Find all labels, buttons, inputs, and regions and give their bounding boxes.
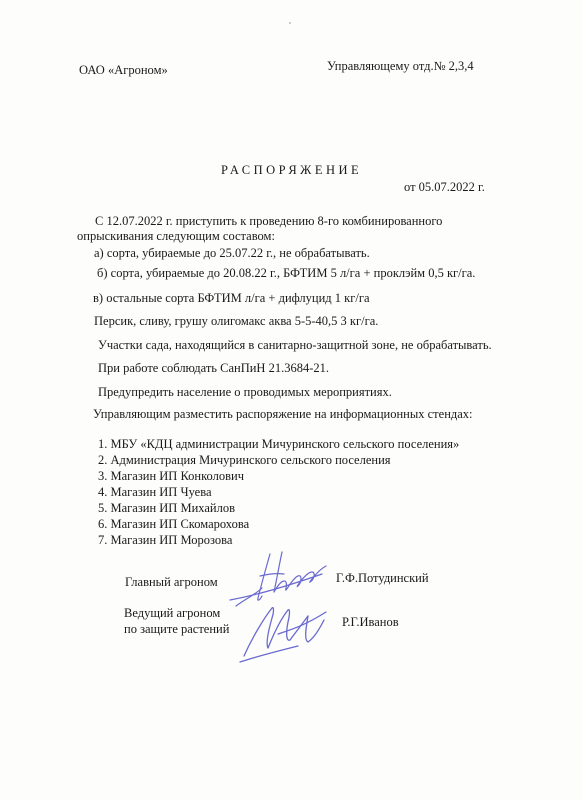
lead-agronomist-title-2: по защите растений — [124, 622, 230, 636]
intro-line-2: опрыскивания следующим составом: — [77, 229, 275, 243]
warn-line: Предупредить население о проводимых мероприятиях. — [98, 385, 392, 399]
sanpin-line: При работе соблюдать СанПиН 21.3684-21. — [98, 361, 329, 375]
addressee: Управляющему отд.№ 2,3,4 — [327, 59, 474, 73]
item-b: б) сорта, убираемые до 20.08.22 г., БФТИМ 5 л/га + проклэйм 0,5 кг/га. — [97, 266, 476, 280]
item-c: в) остальные сорта БФТИМ л/га + дифлуцид 1 кг/га — [93, 291, 370, 305]
managers-line: Управляющим разместить распоряжение на информационных стендах: — [93, 407, 473, 421]
organization-name: ОАО «Агроном» — [79, 63, 168, 77]
stand-item: 5. Магазин ИП Михайлов — [98, 501, 235, 515]
stand-item: 4. Магазин ИП Чуева — [98, 485, 212, 499]
stand-item: 2. Администрация Мичуринского сельского поселения — [98, 453, 391, 467]
stand-item: 3. Магазин ИП Конколович — [98, 469, 245, 483]
document-date: от 05.07.2022 г. — [404, 180, 485, 194]
peach-line: Персик, сливу, грушу олигомакс аква 5-5-40,5 3 кг/га. — [94, 314, 379, 328]
stand-item: 1. МБУ «КДЦ администрации Мичуринского сельского поселения» — [98, 437, 460, 451]
chief-agronomist-title: Главный агроном — [125, 575, 218, 589]
lead-agronomist-signature — [238, 598, 338, 664]
item-a: а) сорта, убираемые до 25.07.22 г., не обрабатывать. — [94, 246, 370, 260]
scan-speck — [289, 22, 291, 24]
document-title: РАСПОРЯЖЕНИЕ — [221, 163, 363, 177]
stand-item: 7. Магазин ИП Морозова — [98, 533, 233, 547]
lead-agronomist-name: Р.Г.Иванов — [342, 615, 399, 629]
chief-agronomist-name: Г.Ф.Потудинский — [336, 571, 429, 585]
sanitary-line: Участки сада, находящийся в санитарно-защитной зоне, не обрабатывать. — [98, 338, 492, 352]
stand-item: 6. Магазин ИП Скомарохова — [98, 517, 250, 531]
intro-line-1: С 12.07.2022 г. приступить к проведению 8-го комбинированного — [95, 214, 443, 228]
lead-agronomist-title-1: Ведущий агроном — [124, 606, 221, 620]
